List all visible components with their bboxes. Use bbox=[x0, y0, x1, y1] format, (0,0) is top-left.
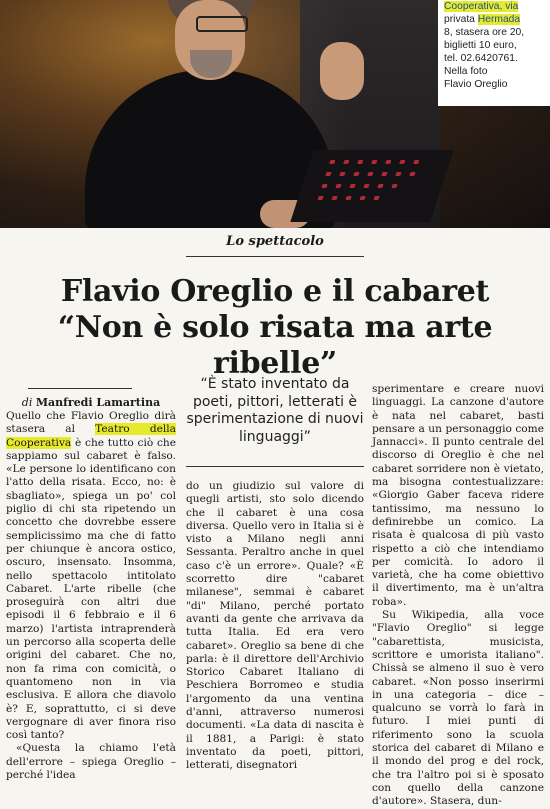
glasses-icon bbox=[196, 16, 248, 32]
raised-hand bbox=[320, 42, 364, 100]
music-stand bbox=[290, 150, 453, 222]
pull-quote: “È stato inventato da poeti, pittori, letterati è sperimentazione di nuovi linguaggi” bbox=[186, 376, 364, 445]
headline-line-1: Flavio Oreglio e il cabaret bbox=[60, 274, 490, 309]
headline-line-2: “Non è solo risata ma arte ribelle” bbox=[57, 310, 493, 381]
quote-rule bbox=[186, 466, 364, 467]
section-kicker: Lo spettacolo bbox=[226, 234, 324, 249]
photo-caption: Cooperativa, via privata Hermada 8, stasera ore 20, biglietti 10 euro, tel. 02.6420761. Nella foto Flavio Oreglio bbox=[438, 0, 550, 106]
highlighted-venue: Teatro della Cooperativa bbox=[6, 423, 176, 449]
column-2 bbox=[186, 480, 364, 773]
column-3 bbox=[372, 383, 544, 809]
paragraph: sperimentare e creare nuovi linguaggi. La canzone d'autore è nata nel cabaret, basti pensare a un personaggio come Jannacci». Il punto centrale del discorso di Oreglio è che nel cabaret sorridere non è vietato, ma bisogna contestualizzare: «Giorgio Gaber faceva ridere tantissimo, ma nessuno lo definirebbe un comico. La risata è qualcosa di più vasto rispetto a ciò che intendiamo per comicità. Io adoro il varietà, che ha come obiettivo il divertimento, ma è un'altra roba». bbox=[372, 383, 544, 608]
paragraph: do un giudizio sul valore di quegli artisti, sto solo dicendo che il cabaret è una cosa diversa. Quello vero in Italia si è visto a Milano negli anni Sessanta. Peraltro anche in quel caso c'è un errore». Quale? «È scorretto dire "cabaret milanese", semmai è cabaret "di" Milano, perché portato avanti da gente che arrivava da tutta Italia. Ed era vero cabaret». Oreglio sa bene di che parla: è il direttore dell'Archivio Storico Cabaret Italiano di Peschiera Borromeo e studia l'argomento da una ventina d'anni, attraverso numerosi documenti. «La data di nascita è il 1881, a Parigi: è stato inventato da poeti, pittori, letterati, disegnatori bbox=[186, 480, 364, 772]
paragraph: Su Wikipedia, alla voce "Flavio Oreglio" si legge "cabarettista, musicista, scrittore e umorista italiano". Chissà se almeno il suo è vero cabaret. «Non posso inserirmi in una categoria – dice – qualcuno se vorrà lo farà in futuro. I miei punti di riferimento sono la scuola storica del cabaret di Milano e il mondo del prog e del rock, che tra l'altro poi si è sposato con quello della canzone d'autore». Stasera, dun- bbox=[372, 609, 544, 808]
caption-line: privata bbox=[444, 14, 478, 25]
kicker-rule bbox=[186, 256, 364, 257]
caption-street: Hermada bbox=[477, 14, 521, 25]
paragraph: «Questa la chiamo l'età dell'errore – spiega Oreglio – perché l'idea bbox=[6, 742, 176, 782]
byline: di Manfredi Lamartina bbox=[21, 396, 161, 409]
paragraph: Quello che Flavio Oreglio dirà stasera al Teatro della Cooperativa è che tutto ciò che sappiamo sul cabaret è falso. «Le persone lo identificano con l'atto della risata. Ecco, no: è sbagliato», spiega un po' col piglio di chi sta ripetendo un concetto che dovrebbe essere semplicissimo ma che di fatto per chiunque è ancora ostico, oscuro, insensato. Insomma, nello spettacolo intitolato Cabaret. L'arte ribelle (che proseguirà con altri due episodi il 6 febbraio e il 6 marzo) l'artista intraprenderà un percorso alla scoperta delle origini del cabaret. Che no, non fa rima con comicità, o quantomeno non in via esclusiva. E allora che diavolo è? E, soprattutto, ci si deve vergognare di aver finora riso così tanto? bbox=[6, 410, 176, 742]
article-photo bbox=[0, 0, 550, 228]
byline-rule bbox=[28, 388, 132, 389]
author-name: Manfredi Lamartina bbox=[35, 396, 161, 409]
